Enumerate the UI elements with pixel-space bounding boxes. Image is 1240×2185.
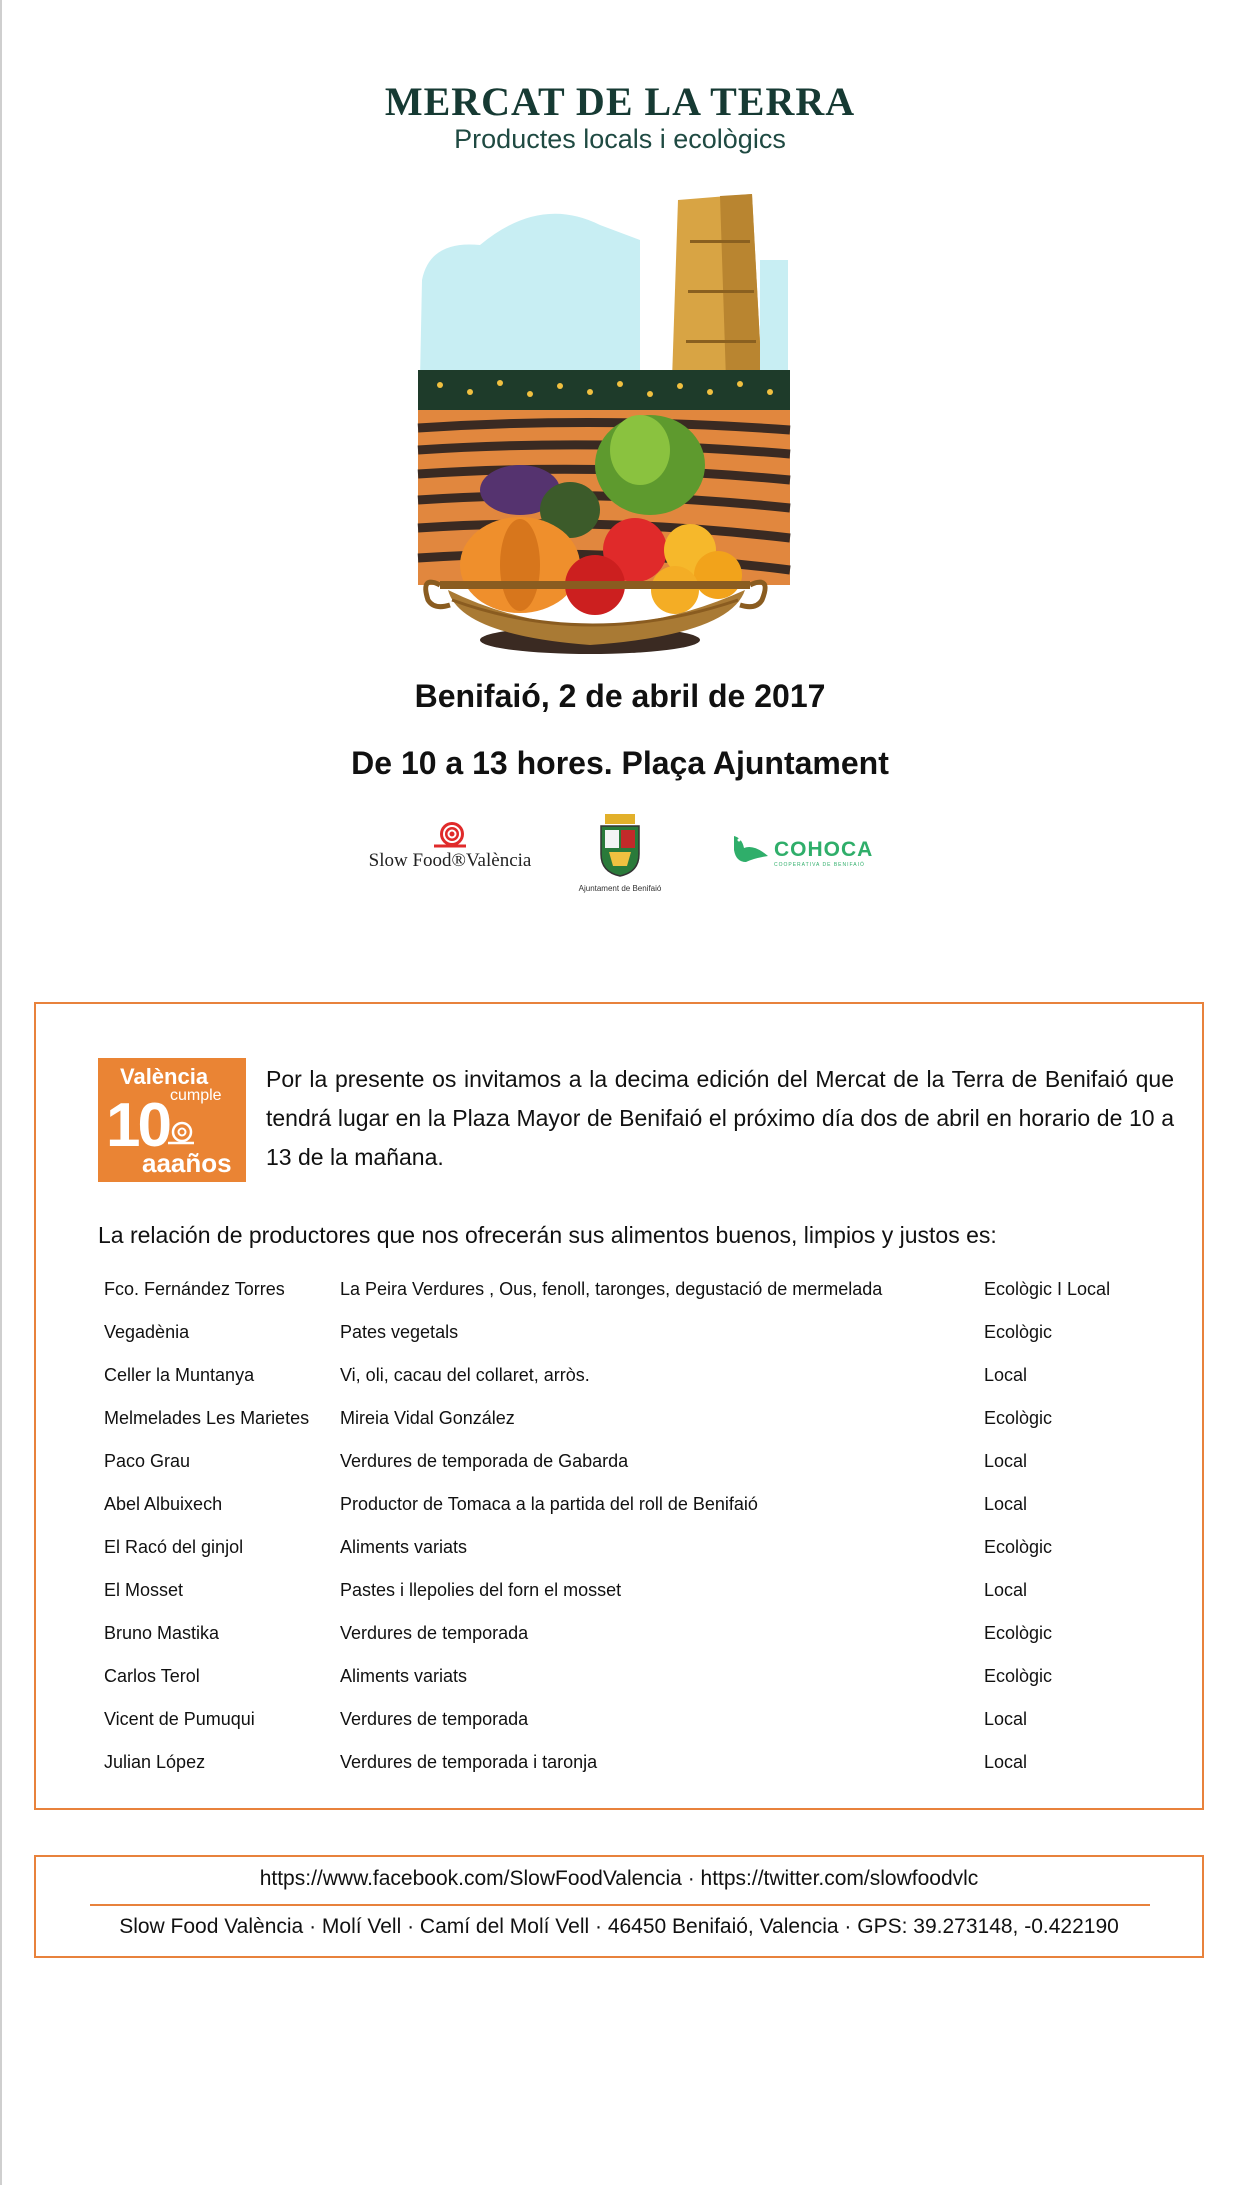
producer-name: Carlos Terol [104, 1666, 200, 1686]
producer-name: Celler la Muntanya [104, 1365, 255, 1385]
producer-type: Local [984, 1752, 1028, 1772]
producer-name: Paco Grau [104, 1451, 191, 1471]
producer-type: Ecològic [984, 1537, 1053, 1557]
page-left-rule [0, 0, 2, 2185]
producer-row [104, 1322, 1164, 1365]
badge-title: València [120, 1064, 209, 1089]
contact-footer [34, 1855, 1204, 1958]
producer-row [104, 1451, 1164, 1494]
producer-products: Verdures de temporada [340, 1709, 529, 1729]
ajuntament-logo [565, 812, 675, 894]
slowfood-logo [350, 818, 550, 878]
producer-name: Vegadènia [104, 1322, 190, 1342]
producer-row [104, 1279, 1164, 1322]
producer-row [104, 1752, 1164, 1795]
invitation-text: Por la presente os invitamos a la decima edición del Mercat de la Terra de Benifaió que tendrá lugar en la Plaza Mayor de Benifaió el próximo día dos de abril en horario de 10 a 13 de la mañana. [266, 1066, 1174, 1170]
valencia-cumple-badge [98, 1058, 246, 1182]
social-links[interactable]: https://www.facebook.com/SlowFoodValencia · https://twitter.com/slowfoodvlc [259, 1867, 979, 1890]
cohoca-logo-text: COHOCA [774, 838, 874, 861]
producer-row [104, 1537, 1164, 1580]
badge-number: 10 [106, 1091, 169, 1160]
producer-name: Fco. Fernández Torres [104, 1279, 285, 1299]
snail-icon [430, 818, 470, 850]
producer-products: Vi, oli, cacau del collaret, arròs. [340, 1365, 590, 1385]
producer-products: Verdures de temporada [340, 1623, 529, 1643]
producer-products: Pastes i llepolies del forn el mosset [340, 1580, 622, 1600]
ajuntament-logo-text: Ajuntament de Benifaió [578, 884, 662, 893]
producer-name: Abel Albuixech [104, 1494, 223, 1514]
producer-type: Ecològic [984, 1322, 1053, 1342]
producer-row [104, 1709, 1164, 1752]
invitation-box [34, 1002, 1204, 1810]
event-date: Benifaió, 2 de abril de 2017 [414, 678, 826, 714]
bird-icon [728, 832, 770, 868]
contact-address: Slow Food València · Molí Vell · Camí del Molí Vell · 46450 Benifaió, Valencia · GPS: 39.273148, -0.422190 [119, 1915, 1119, 1938]
producer-type: Local [984, 1580, 1028, 1600]
market-illustration [400, 180, 840, 670]
producer-name: Melmelades Les Marietes [104, 1408, 310, 1428]
producer-products: Verdures de temporada de Gabarda [340, 1451, 629, 1471]
badge-cumple: cumple [170, 1087, 222, 1104]
page-subtitle: Productes locals i ecològics [454, 124, 786, 154]
event-time-location: De 10 a 13 hores. Plaça Ajuntament [351, 745, 889, 781]
producer-row [104, 1365, 1164, 1408]
producer-type: Local [984, 1494, 1028, 1514]
producer-products: La Peira Verdures , Ous, fenoll, taronges, degustació de mermelada [340, 1279, 883, 1299]
producer-products: Aliments variats [340, 1537, 468, 1557]
producer-row [104, 1623, 1164, 1666]
producer-row [104, 1666, 1164, 1709]
cohoca-logo-subtext: COOPERATIVA DE BENIFAIÓ [774, 862, 865, 868]
producer-name: Julian López [104, 1752, 206, 1772]
cohoca-logo [728, 830, 888, 880]
page-title: MERCAT DE LA TERRA [384, 79, 856, 124]
producer-type: Ecològic [984, 1408, 1053, 1428]
producer-type: Local [984, 1709, 1028, 1729]
producer-products: Aliments variats [340, 1666, 468, 1686]
producer-name: Bruno Mastika [104, 1623, 220, 1643]
tower-shape [672, 194, 762, 380]
coat-of-arms-icon [597, 812, 643, 878]
producer-type: Ecològic I Local [984, 1279, 1111, 1299]
producer-products: Productor de Tomaca a la partida del roll de Benifaió [340, 1494, 758, 1514]
producer-products: Verdures de temporada i taronja [340, 1752, 598, 1772]
producer-products: Pates vegetals [340, 1322, 459, 1342]
producers-table [104, 1279, 1164, 1795]
footer-divider [90, 1904, 1150, 1906]
producer-name: Vicent de Pumuqui [104, 1709, 255, 1729]
snail-icon [166, 1120, 196, 1146]
slowfood-logo-text: Slow Food®València [368, 850, 532, 871]
producer-row [104, 1494, 1164, 1537]
producer-products: Mireia Vidal González [340, 1408, 515, 1428]
badge-years: aaaños [142, 1148, 232, 1178]
producer-type: Local [984, 1365, 1028, 1385]
producers-intro: La relación de productores que nos ofrecerán sus alimentos buenos, limpios y justos es: [98, 1222, 997, 1248]
producer-name: El Mosset [104, 1580, 184, 1600]
producer-type: Local [984, 1451, 1028, 1471]
producer-row [104, 1580, 1164, 1623]
producer-row [104, 1408, 1164, 1451]
producer-type: Ecològic [984, 1623, 1053, 1643]
producer-name: El Racó del ginjol [104, 1537, 244, 1557]
producer-type: Ecològic [984, 1666, 1053, 1686]
